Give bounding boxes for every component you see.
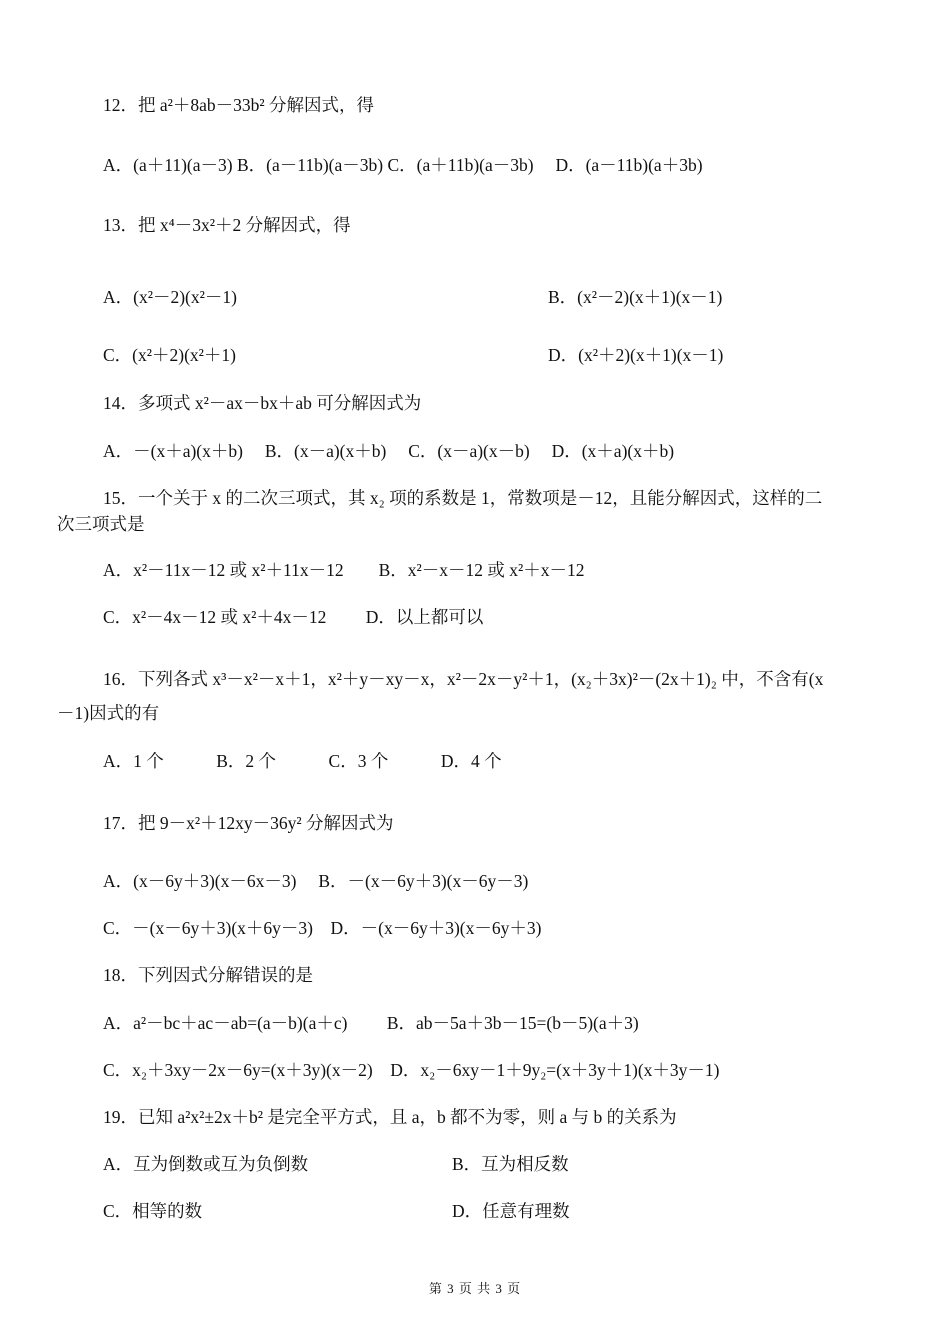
q12-options: A．(a＋11)(a－3) B．(a－11b)(a－3b) C．(a＋11b)(a－3b) D．(a－11b)(a＋3b): [103, 155, 703, 175]
q15-stem-line1: 15．一个关于 x 的二次三项式，其 x₂ 项的系数是 1，常数项是－12，且能分解因式，这样的二: [103, 488, 823, 508]
q15-stem-line2: 次三项式是: [57, 514, 145, 534]
q19-option-d: D．任意有理数: [452, 1201, 570, 1221]
q17-options-cd: C．－(x－6y＋3)(x＋6y－3) D．－(x－6y＋3)(x－6y＋3): [103, 918, 542, 938]
q19-option-b: B．互为相反数: [452, 1154, 569, 1174]
q15-options-cd: C．x²－4x－12 或 x²＋4x－12 D．以上都可以: [103, 607, 484, 627]
q13-option-d: D．(x²＋2)(x＋1)(x－1): [548, 345, 724, 365]
q19-stem: 19．已知 a²x²±2x＋b² 是完全平方式，且 a，b 都不为零，则 a 与 b 的关系为: [103, 1107, 677, 1127]
q15-options-ab: A．x²－11x－12 或 x²＋11x－12 B．x²－x－12 或 x²＋x－12: [103, 560, 585, 580]
q12-stem: 12．把 a²＋8ab－33b² 分解因式，得: [103, 95, 375, 115]
q16-stem-line2: －1)因式的有: [57, 703, 160, 723]
q14-options: A．－(x＋a)(x＋b) B．(x－a)(x＋b) C．(x－a)(x－b) D．(x＋a)(x＋b): [103, 441, 675, 461]
q13-option-b: B．(x²－2)(x＋1)(x－1): [548, 287, 723, 307]
q18-options-cd: C．x₂＋3xy－2x－6y=(x＋3y)(x－2) D．x₂－6xy－1＋9y₂=(x＋3y＋1)(x＋3y－1): [103, 1060, 720, 1080]
page-footer: 第 3 页 共 3 页: [428, 1281, 522, 1296]
q18-options-ab: A．a²－bc＋ac－ab=(a－b)(a＋c) B．ab－5a＋3b－15=(b－5)(a＋3): [103, 1013, 639, 1033]
q17-stem: 17．把 9－x²＋12xy－36y² 分解因式为: [103, 813, 394, 833]
q19-option-a: A．互为倒数或互为负倒数: [103, 1154, 309, 1174]
q13-stem: 13．把 x⁴－3x²＋2 分解因式，得: [103, 215, 351, 235]
q16-options: A．1 个 B．2 个 C．3 个 D．4 个: [103, 751, 502, 771]
q16-stem-line1: 16．下列各式 x³－x²－x＋1，x²＋y－xy－x，x²－2x－y²＋1，(x₂＋3x)²－(2x＋1)₂ 中，不含有(x: [103, 669, 824, 689]
q14-stem: 14．多项式 x²－ax－bx＋ab 可分解因式为: [103, 393, 422, 413]
q17-options-ab: A．(x－6y＋3)(x－6x－3) B．－(x－6y＋3)(x－6y－3): [103, 871, 529, 891]
q19-option-c: C．相等的数: [103, 1201, 203, 1221]
q13-option-c: C．(x²＋2)(x²＋1): [103, 345, 236, 365]
q18-stem: 18．下列因式分解错误的是: [103, 965, 313, 985]
q13-option-a: A．(x²－2)(x²－1): [103, 287, 237, 307]
